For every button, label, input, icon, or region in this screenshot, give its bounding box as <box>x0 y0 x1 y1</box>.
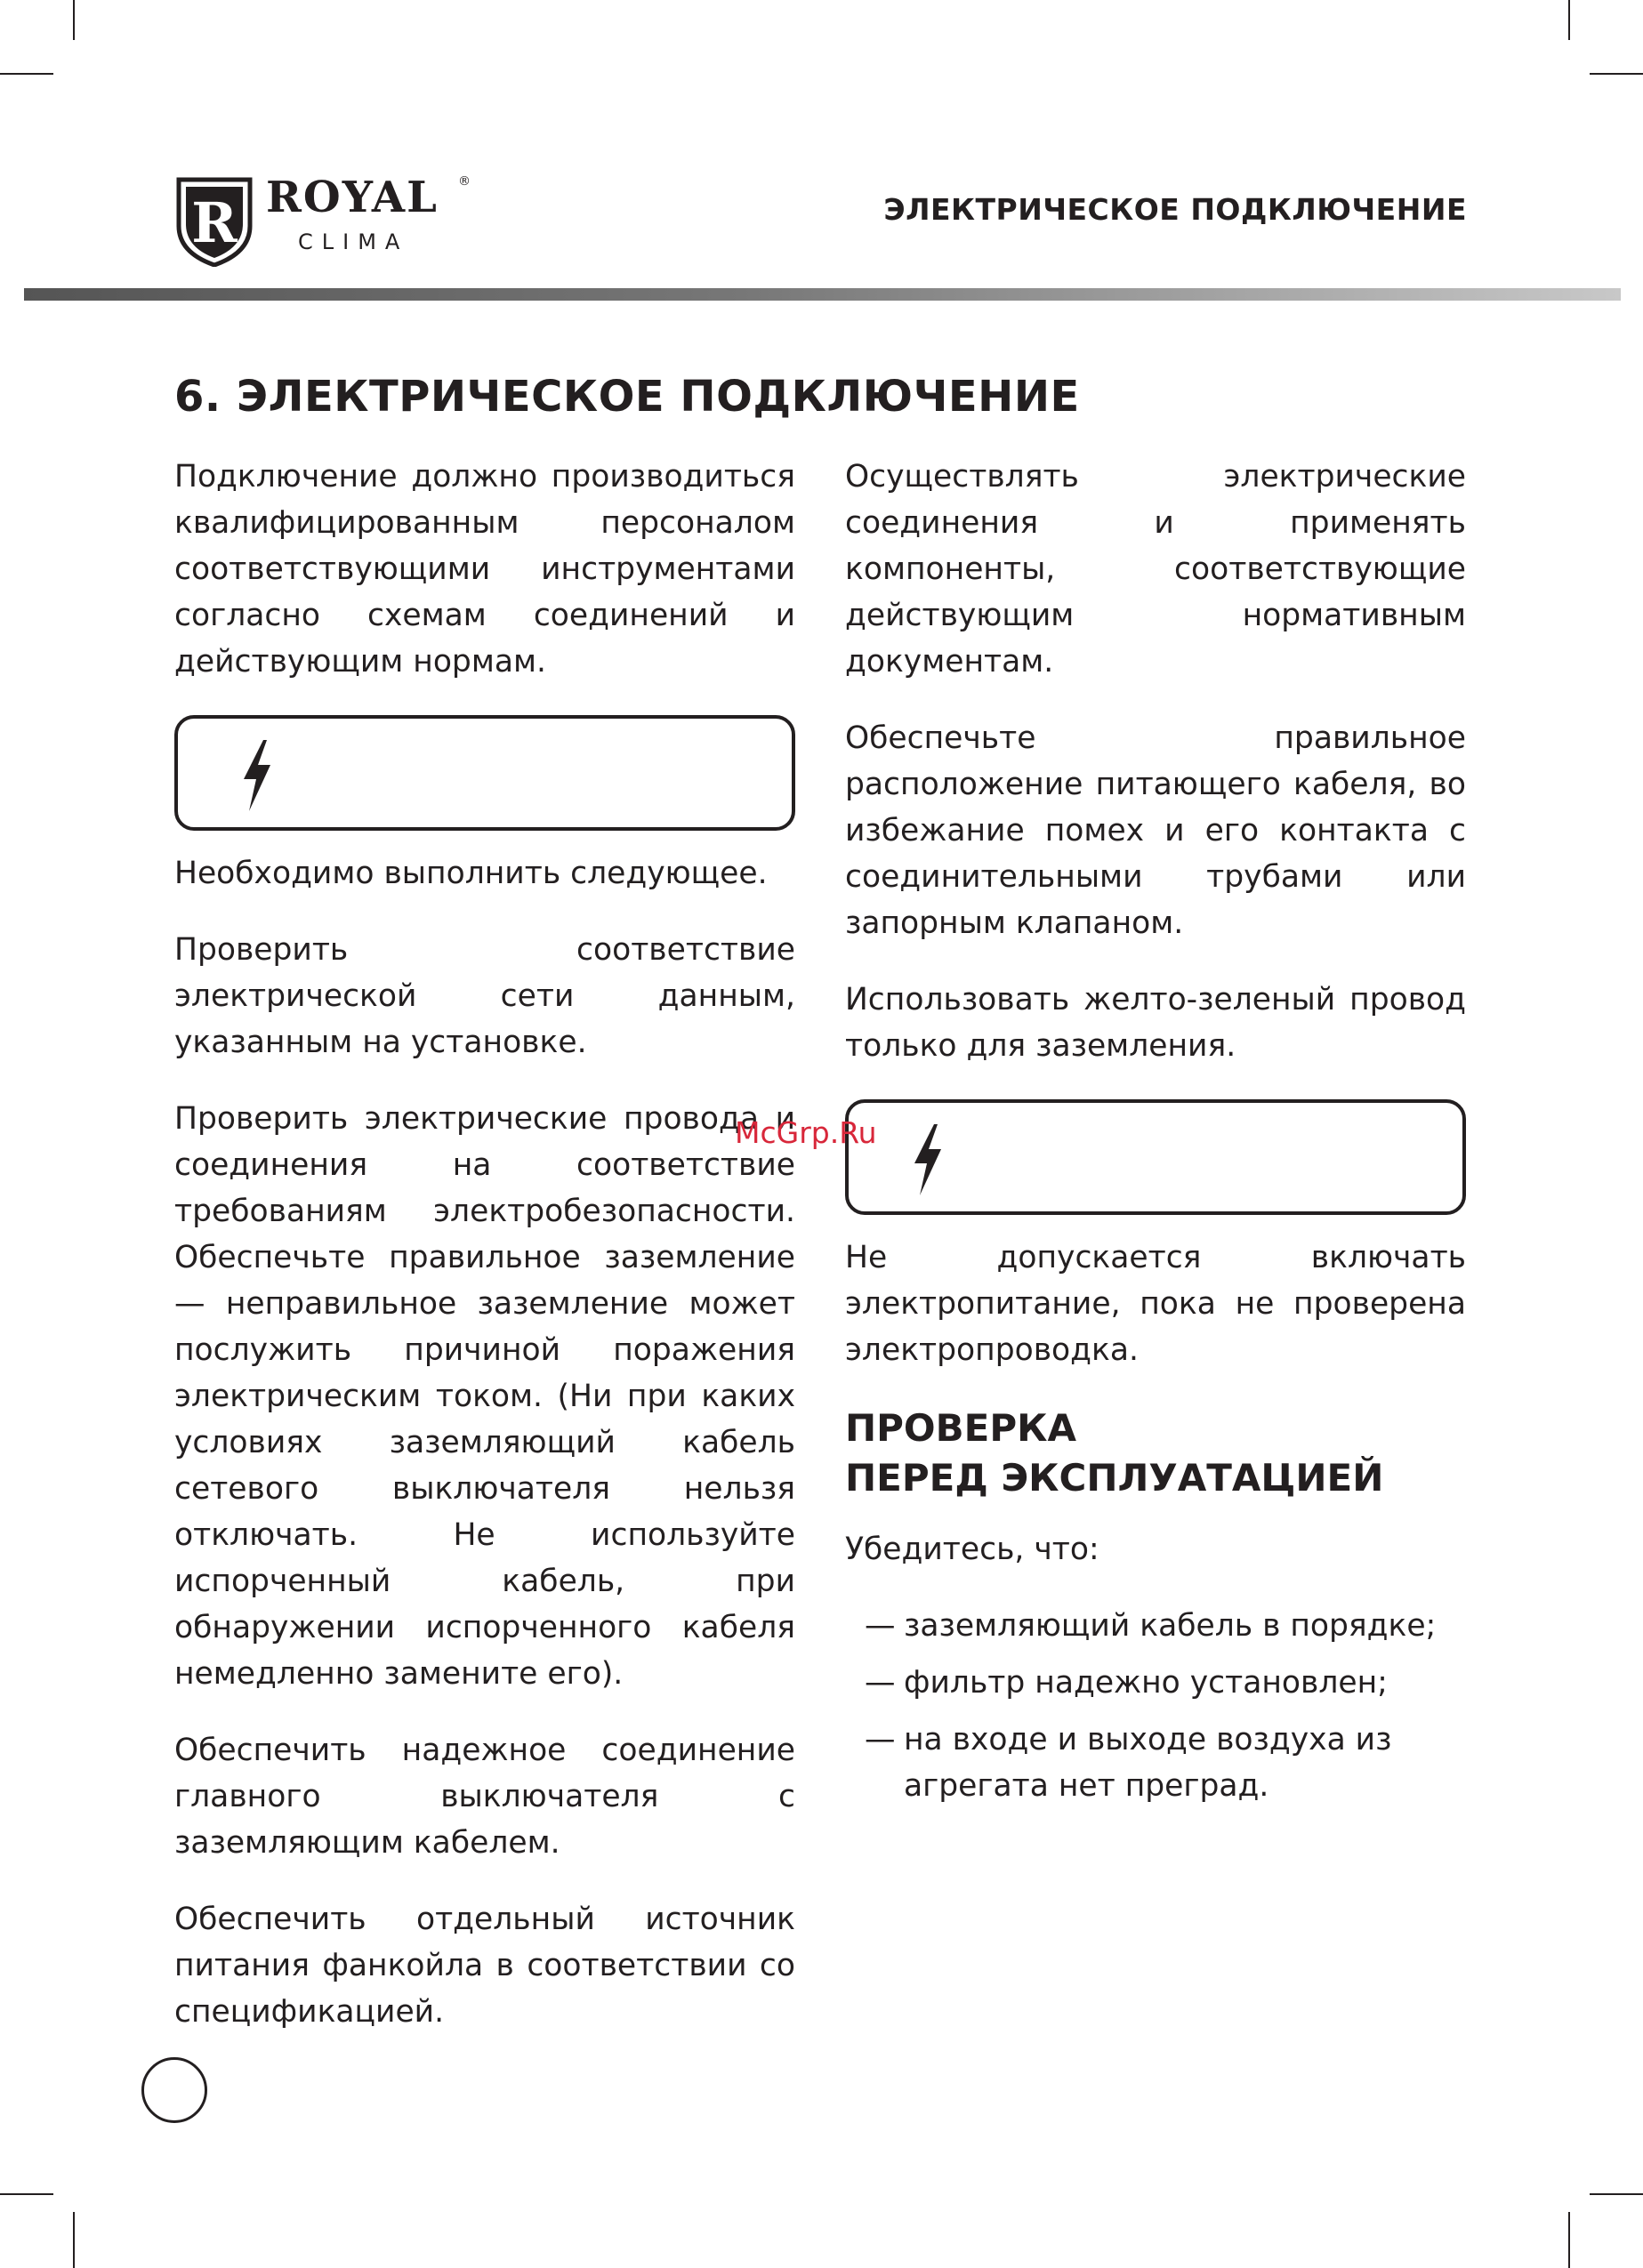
check-list <box>845 1603 1466 1809</box>
logo-registered-mark: ® <box>458 174 471 189</box>
header-section-label: ЭЛЕКТРИЧЕСКОЕ ПОДКЛЮЧЕНИЕ <box>883 192 1467 227</box>
check-section-title <box>845 1403 1466 1503</box>
warning-box <box>845 1099 1466 1215</box>
section-title: 6. ЭЛЕКТРИЧЕСКОЕ ПОДКЛЮЧЕНИЕ <box>174 372 1080 422</box>
crop-mark <box>1568 0 1570 40</box>
lightning-bolt-icon <box>907 1122 946 1197</box>
body-paragraph: Необходимо выполнить следующее. <box>174 856 768 891</box>
logo-shield-icon <box>173 174 255 267</box>
dash-bullet: — <box>865 1722 896 1757</box>
logo-royal-text: ROYAL <box>266 173 439 222</box>
brand-logo <box>173 174 476 272</box>
page-number-circle <box>141 2057 207 2123</box>
list-item <box>845 1603 1466 1649</box>
body-paragraph: Обеспечить надежное соединение главного выключателя с заземляющим кабелем. <box>174 1733 795 1861</box>
crop-mark <box>0 2193 53 2195</box>
svg-text:R: R <box>191 190 238 255</box>
crop-mark <box>73 0 75 40</box>
check-lead: Убедитесь, что: <box>845 1532 1099 1567</box>
logo-clima-text: CLIMA <box>298 229 409 254</box>
body-paragraph: Не допускается включать электропитание, пока не проверена электропроводка. <box>845 1240 1466 1368</box>
watermark: McGrp.Ru <box>735 1115 877 1150</box>
crop-mark <box>73 2212 75 2268</box>
header-rule <box>24 288 1621 301</box>
body-paragraph: Обеспечьте правильное расположение питающего кабеля, во избежание помех и его контакта с соединительными трубами или запорным клапаном. <box>845 720 1466 941</box>
dash-bullet: — <box>865 1608 896 1644</box>
list-item <box>845 1717 1466 1809</box>
warning-box <box>174 715 795 831</box>
lightning-bolt-icon <box>237 738 276 813</box>
dash-bullet: — <box>865 1665 896 1701</box>
list-item-text: заземляющий кабель в порядке; <box>904 1608 1437 1644</box>
body-paragraph: Использовать желто-зеленый провод только для заземления. <box>845 982 1466 1064</box>
body-paragraph: Обеспечить отдельный источник питания фанкойла в соответствии со спецификацией. <box>174 1902 795 2030</box>
list-item-text: на входе и выходе воздуха из агрегата нет преград. <box>904 1722 1392 1804</box>
crop-mark <box>1568 2212 1570 2268</box>
crop-mark <box>1590 73 1643 75</box>
right-column <box>845 454 1466 1820</box>
crop-mark <box>0 73 53 75</box>
intro-paragraph: Подключение должно производиться квалифицированным персоналом соответствующими инструментами согласно схемам соединений и действующим нормам. <box>174 459 795 680</box>
body-paragraph: Проверить соответствие электрической сети данным, указанным на установке. <box>174 932 795 1060</box>
crop-mark <box>1590 2193 1643 2195</box>
list-item-text: фильтр надежно установлен; <box>904 1665 1388 1701</box>
body-paragraph: Осуществлять электрические соединения и применять компоненты, соответствующие действующим нормативным документам. <box>845 459 1466 680</box>
check-title-line: ПРОВЕРКА <box>845 1406 1076 1450</box>
left-column <box>174 454 795 2065</box>
check-title-line: ПЕРЕД ЭКСПЛУАТАЦИЕЙ <box>845 1456 1384 1500</box>
list-item <box>845 1660 1466 1706</box>
body-paragraph: Проверить электрические провода и соединения на соответствие требованиям электробезопасности. Обеспечьте правильное заземление — неправильное заземление может послужить причиной поражения электрическим током. (Ни при каких условиях заземляющий кабель сетевого выключателя нельзя отключать. Не используйте испорченный кабель, при обнаружении испорченного кабеля немедленно замените его). <box>174 1101 795 1692</box>
